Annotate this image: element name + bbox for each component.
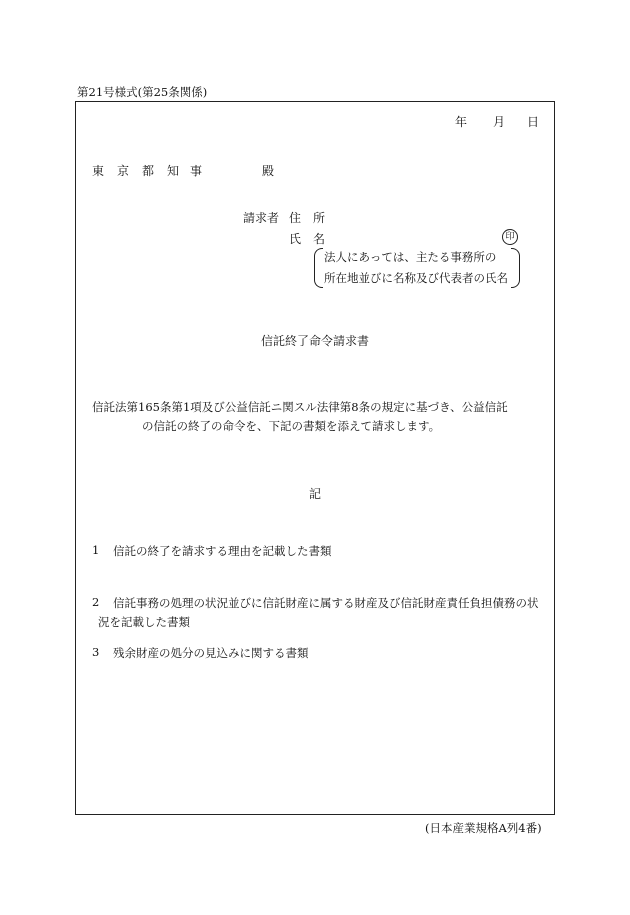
body-line2: の信託の終了の命令を、下記の書類を添えて請求します。 bbox=[142, 419, 441, 433]
date-month: 月 bbox=[493, 115, 506, 129]
addressee-char: 事 bbox=[190, 164, 203, 178]
paper-size-note: (日本産業規格A列4番) bbox=[425, 821, 542, 835]
corporate-note-line1: 法人にあっては、主たる事務所の bbox=[324, 250, 497, 264]
bracket-right bbox=[511, 248, 520, 288]
bracket-left bbox=[314, 248, 323, 288]
addressee-char: 都 bbox=[142, 164, 155, 178]
addressee-honorific: 殿 bbox=[262, 164, 275, 178]
item-number: 3 bbox=[92, 645, 100, 659]
item-text: 残余財産の処分の見込みに関する書類 bbox=[113, 646, 309, 660]
item-number: 2 bbox=[92, 595, 100, 609]
item-text: 信託事務の処理の状況並びに信託財産に属する財産及び信託財産責任負担債務の状 bbox=[113, 596, 539, 610]
ki-heading: 記 bbox=[308, 487, 321, 501]
addressee-char: 東 bbox=[92, 164, 105, 178]
item-text: 信託の終了を請求する理由を記載した書類 bbox=[113, 544, 332, 558]
addressee-char: 知 bbox=[167, 164, 180, 178]
item-number: 1 bbox=[92, 543, 100, 557]
seal-mark: 印 bbox=[502, 229, 518, 245]
document-title: 信託終了命令請求書 bbox=[260, 334, 369, 348]
requester-label: 請求者 bbox=[243, 211, 280, 225]
form-number-label: 第21号様式(第25条関係) bbox=[77, 85, 208, 99]
body-line1: 信託法第165条第1項及び公益信託ニ関スル法律第8条の規定に基づき、公益信託 bbox=[92, 400, 508, 414]
item-text-continuation: 況を記載した書類 bbox=[98, 615, 190, 629]
address-label: 住 所 bbox=[289, 211, 326, 225]
date-year: 年 bbox=[455, 115, 468, 129]
addressee-char: 京 bbox=[117, 164, 130, 178]
corporate-note-line2: 所在地並びに名称及び代表者の氏名 bbox=[324, 271, 508, 285]
name-label: 氏 名 bbox=[289, 232, 326, 246]
date-day: 日 bbox=[527, 115, 540, 129]
